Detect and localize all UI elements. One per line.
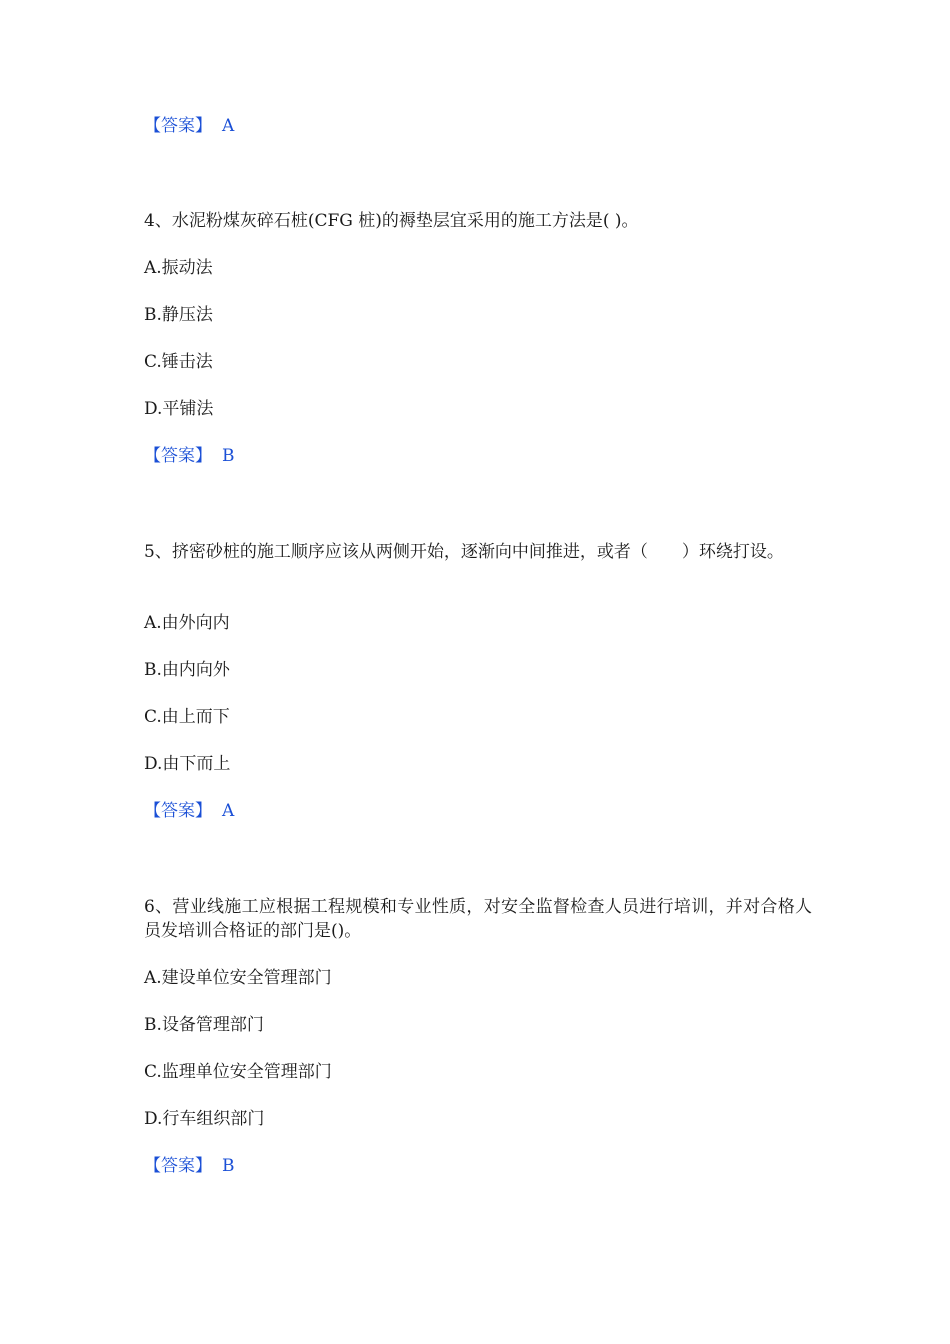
question-6-option-d: D.行车组织部门: [144, 1109, 265, 1129]
question-5-text: 5、挤密砂桩的施工顺序应该从两侧开始，逐渐向中间推进，或者（ ）环绕打设。: [144, 542, 784, 562]
question-6-option-a: A.建设单位安全管理部门: [144, 968, 332, 988]
question-4-text: 4、水泥粉煤灰碎石桩(CFG 桩)的褥垫层宜采用的施工方法是( )。: [144, 211, 639, 231]
question-4-option-d: D.平铺法: [144, 399, 214, 419]
question-4-option-c: C.锤击法: [144, 352, 213, 372]
question-5-option-a: A.由外向内: [144, 613, 230, 633]
question-4-option-a: A.振动法: [144, 258, 213, 278]
question-5-option-b: B.由内向外: [144, 660, 230, 680]
answer-value: A: [222, 801, 235, 821]
question-6-option-c: C.监理单位安全管理部门: [144, 1062, 332, 1082]
answer-value: B: [222, 446, 235, 466]
question-4-answer: [144, 445, 235, 467]
answer-line: [144, 115, 234, 137]
answer-label: 【答案】: [144, 801, 212, 821]
question-5-answer: [144, 800, 234, 822]
answer-label: 【答案】: [144, 446, 212, 466]
question-6-answer: [144, 1155, 235, 1177]
answer-value: A: [222, 116, 235, 136]
answer-value: B: [222, 1156, 235, 1176]
question-5-option-d: D.由下而上: [144, 754, 231, 774]
question-5-option-c: C.由上而下: [144, 707, 230, 727]
question-6-text: 6、营业线施工应根据工程规模和专业性质，对安全监督检查人员进行培训，并对合格人员发培训合格证的部门是()。: [144, 897, 812, 941]
answer-label: 【答案】: [144, 116, 212, 136]
question-6-option-b: B.设备管理部门: [144, 1015, 264, 1035]
answer-label: 【答案】: [144, 1156, 212, 1176]
question-4-option-b: B.静压法: [144, 305, 213, 325]
